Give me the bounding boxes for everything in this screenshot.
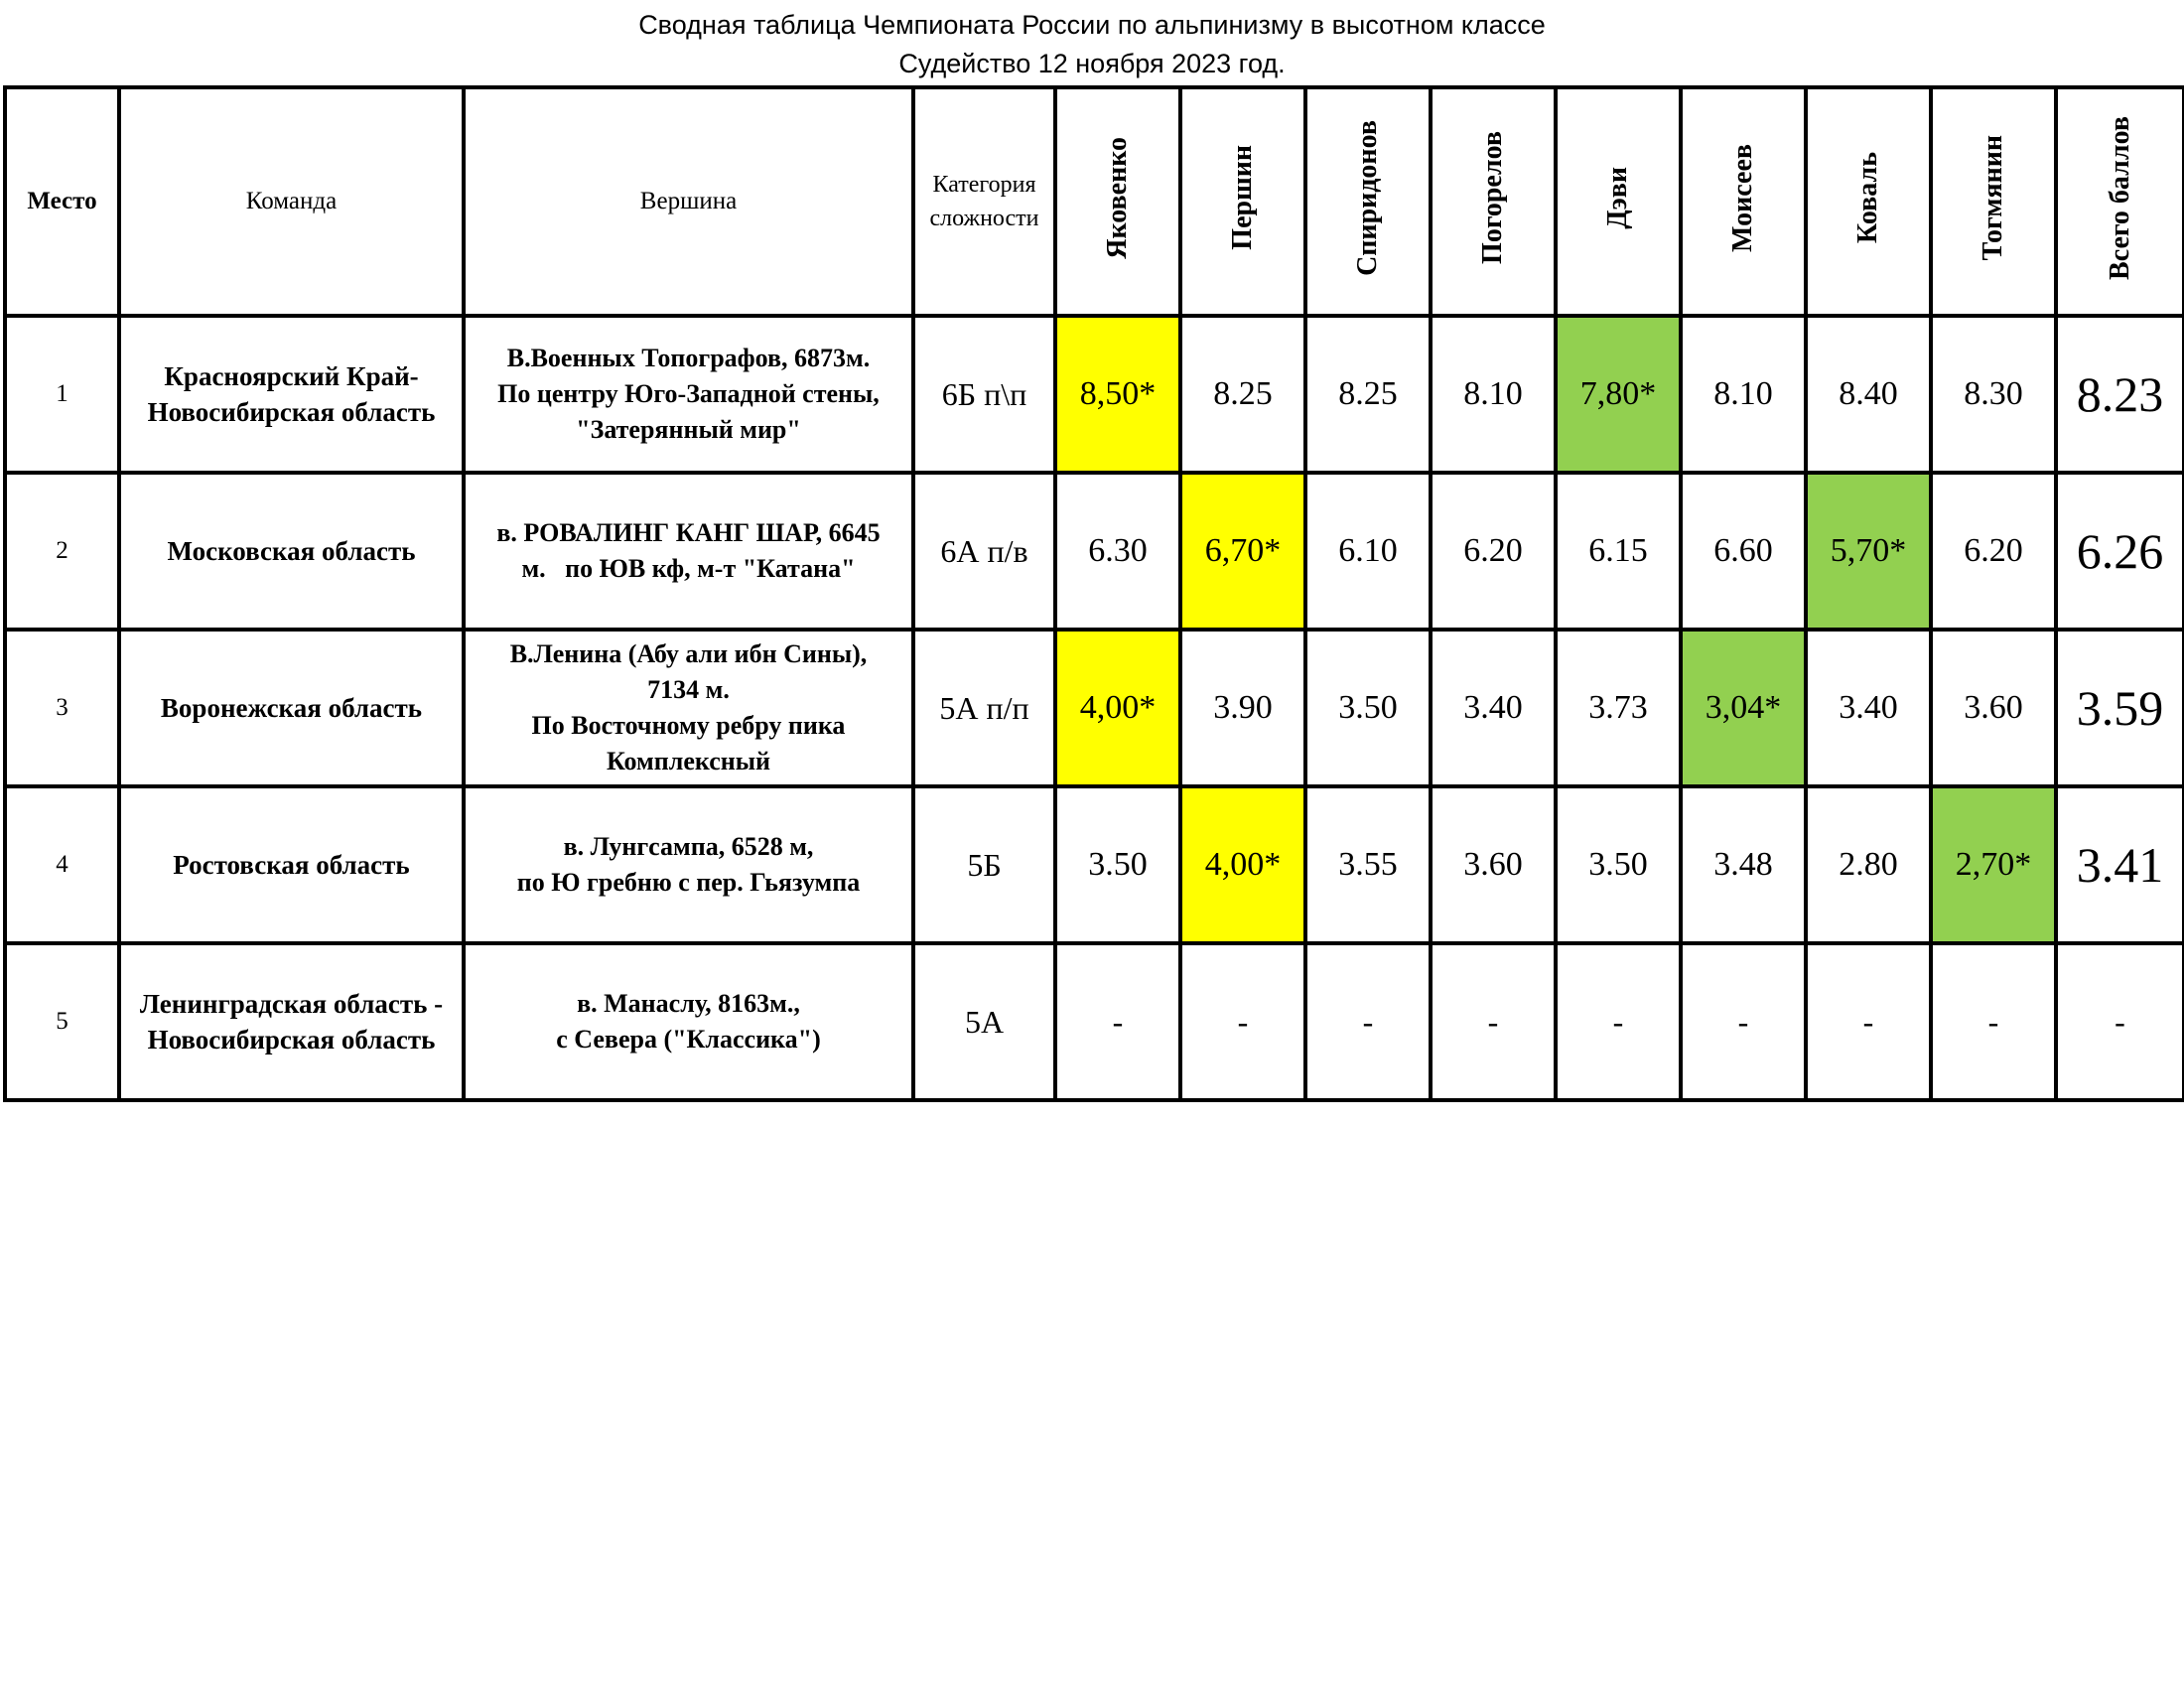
score-cell: - <box>1305 943 1431 1100</box>
place-cell: 5 <box>5 943 119 1100</box>
team-cell: Красноярский Край- Новосибирская область <box>119 316 464 473</box>
category-cell: 6Б п\п <box>913 316 1055 473</box>
header-category-line-1: Категория <box>932 172 1036 198</box>
header-judge-pogorelov: Погорелов <box>1431 87 1556 316</box>
total-cell: 6.26 <box>2056 473 2184 630</box>
score-cell: 3.60 <box>1931 630 2056 786</box>
header-category <box>913 87 1055 316</box>
table-row <box>5 316 2184 473</box>
category-cell: 5А п/п <box>913 630 1055 786</box>
team-cell: Ростовская область <box>119 786 464 943</box>
score-cell: 3.90 <box>1180 630 1305 786</box>
header-judge-pershin: Першин <box>1180 87 1305 316</box>
header-category-line-2: сложности <box>929 206 1039 231</box>
header-total: Всего баллов <box>2056 87 2184 316</box>
table-row <box>5 630 2184 786</box>
team-cell: Воронежская область <box>119 630 464 786</box>
score-cell: 8.30 <box>1931 316 2056 473</box>
table-row <box>5 473 2184 630</box>
team-cell: Московская область <box>119 473 464 630</box>
peak-cell: В.Военных Топографов, 6873м. По центру Юго-Западной стены, "Затерянный мир" <box>464 316 913 473</box>
score-cell: 3.55 <box>1305 786 1431 943</box>
score-cell: 8,50* <box>1055 316 1180 473</box>
score-cell: 8.10 <box>1681 316 1806 473</box>
header-judge-spiridonov: Спиридонов <box>1305 87 1431 316</box>
header-judge-togmyanin: Тогмянин <box>1931 87 2056 316</box>
total-cell: 3.41 <box>2056 786 2184 943</box>
score-cell: 6.15 <box>1556 473 1681 630</box>
header-judge-devi: Дэви <box>1556 87 1681 316</box>
score-cell: 3.40 <box>1431 630 1556 786</box>
score-cell: 3.60 <box>1431 786 1556 943</box>
category-cell: 5А <box>913 943 1055 1100</box>
score-cell: - <box>1180 943 1305 1100</box>
header-judge-moiseev: Моисеев <box>1681 87 1806 316</box>
score-cell: 6.10 <box>1305 473 1431 630</box>
score-cell: 4,00* <box>1055 630 1180 786</box>
score-cell: 3.50 <box>1055 786 1180 943</box>
score-cell: 3.48 <box>1681 786 1806 943</box>
score-cell: 8.10 <box>1431 316 1556 473</box>
header-judge-koval: Коваль <box>1806 87 1931 316</box>
score-cell: 6.60 <box>1681 473 1806 630</box>
score-cell: - <box>1556 943 1681 1100</box>
score-cell: 6,70* <box>1180 473 1305 630</box>
score-cell: - <box>1806 943 1931 1100</box>
header-row <box>5 87 2184 316</box>
team-cell: Ленинградская область - Новосибирская область <box>119 943 464 1100</box>
score-cell: 6.20 <box>1931 473 2056 630</box>
peak-cell: в. Манаслу, 8163м., с Севера ("Классика") <box>464 943 913 1100</box>
score-cell: 8.25 <box>1305 316 1431 473</box>
title-line-1: Сводная таблица Чемпионата России по альпинизму в высотном классе <box>638 10 1546 40</box>
score-cell: - <box>1931 943 2056 1100</box>
score-cell: - <box>1055 943 1180 1100</box>
score-cell: 3.73 <box>1556 630 1681 786</box>
score-cell: 8.25 <box>1180 316 1305 473</box>
table-row <box>5 943 2184 1100</box>
score-cell: 3.50 <box>1305 630 1431 786</box>
total-cell: 3.59 <box>2056 630 2184 786</box>
score-cell: 2,70* <box>1931 786 2056 943</box>
score-cell: 3,04* <box>1681 630 1806 786</box>
header-team: Команда <box>119 87 464 316</box>
place-cell: 3 <box>5 630 119 786</box>
header-peak: Вершина <box>464 87 913 316</box>
score-cell: 2.80 <box>1806 786 1931 943</box>
peak-cell: В.Ленина (Абу али ибн Сины), 7134 м. По Восточному ребру пика Комплексный <box>464 630 913 786</box>
category-cell: 6А п/в <box>913 473 1055 630</box>
score-cell: 4,00* <box>1180 786 1305 943</box>
total-cell: - <box>2056 943 2184 1100</box>
place-cell: 1 <box>5 316 119 473</box>
place-cell: 2 <box>5 473 119 630</box>
score-cell: 8.40 <box>1806 316 1931 473</box>
header-judge-yakovenko: Яковенко <box>1055 87 1180 316</box>
score-cell: - <box>1681 943 1806 1100</box>
score-cell: 6.20 <box>1431 473 1556 630</box>
header-place: Место <box>5 87 119 316</box>
score-cell: 6.30 <box>1055 473 1180 630</box>
peak-cell: в. РОВАЛИНГ КАНГ ШАР, 6645 м. по ЮВ кф, м-т "Катана" <box>464 473 913 630</box>
title-line-2: Судейство 12 ноября 2023 год. <box>898 49 1286 78</box>
peak-cell: в. Лунгсампа, 6528 м, по Ю гребню с пер. Гьязумпа <box>464 786 913 943</box>
document-title <box>0 6 2184 83</box>
score-cell: 7,80* <box>1556 316 1681 473</box>
score-cell: 3.50 <box>1556 786 1681 943</box>
table-row <box>5 786 2184 943</box>
place-cell: 4 <box>5 786 119 943</box>
score-cell: 5,70* <box>1806 473 1931 630</box>
total-cell: 8.23 <box>2056 316 2184 473</box>
score-cell: 3.40 <box>1806 630 1931 786</box>
category-cell: 5Б <box>913 786 1055 943</box>
score-cell: - <box>1431 943 1556 1100</box>
results-table <box>3 85 2184 1102</box>
